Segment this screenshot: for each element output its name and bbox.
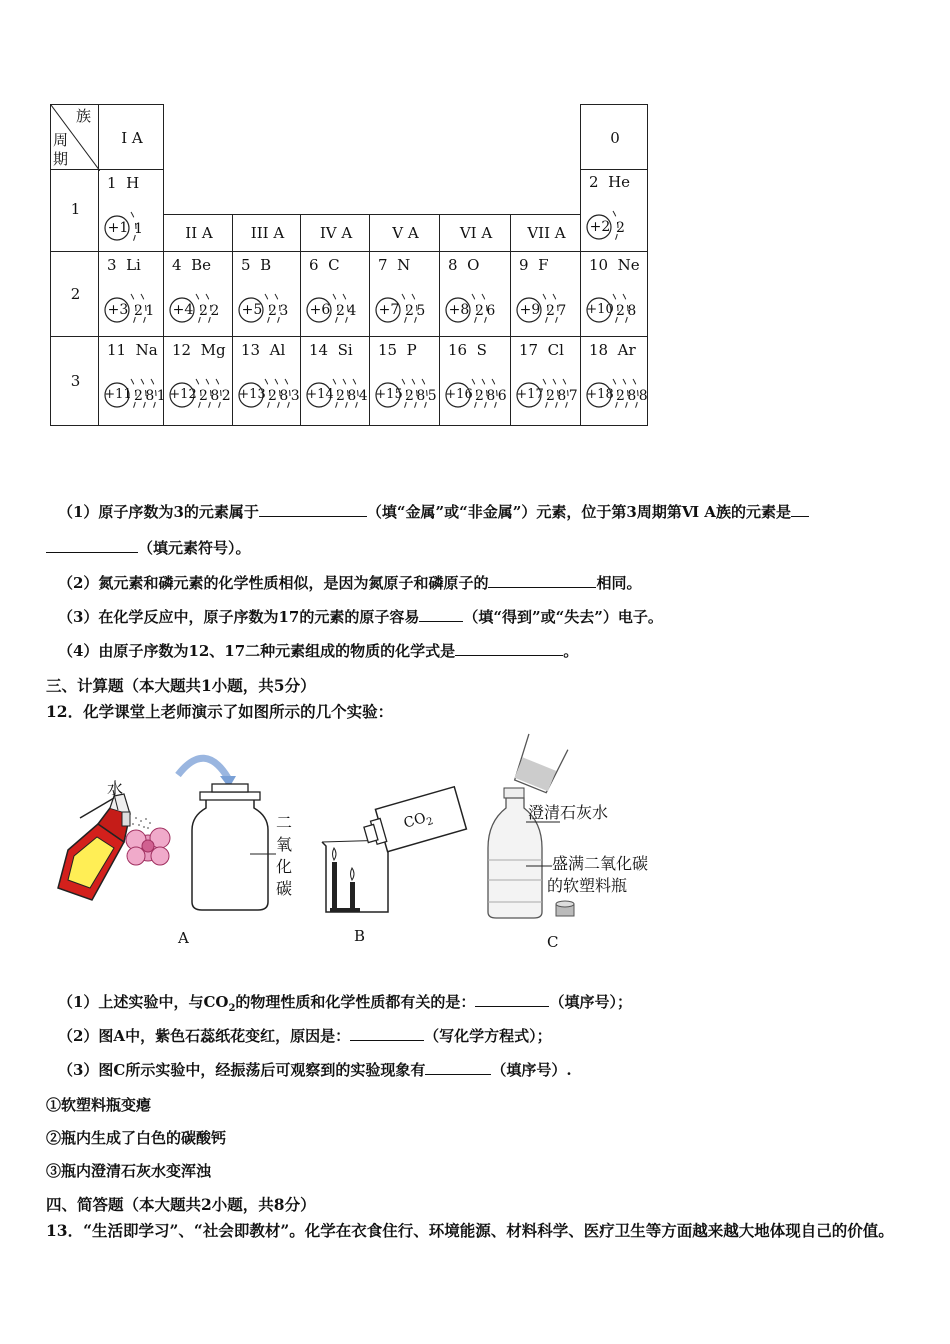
element-symbol: Al xyxy=(269,341,286,359)
q11-p1-blank-1[interactable] xyxy=(259,502,367,517)
section-3-heading: 三、计算题（本大题共1小题，共5分） xyxy=(46,676,316,695)
header-ia-cell xyxy=(98,104,164,170)
corner-cell xyxy=(50,104,99,170)
electron-shells: 2 8 1 xyxy=(134,388,165,404)
group-header-via: VI A xyxy=(459,224,493,242)
nucleus-charge: +4 xyxy=(172,302,194,318)
atomic-number: 1 xyxy=(107,174,117,192)
element-cell-li xyxy=(98,251,164,337)
q12-p3-text-a: （3）图C所示实验中，经振荡后可观察到的实验现象有 xyxy=(58,1061,426,1079)
element-number-symbol xyxy=(378,256,410,274)
electron-shells: 2 2 xyxy=(199,303,219,319)
header-0-cell xyxy=(580,104,648,170)
q12-p3-text-b: （填序号）. xyxy=(491,1061,572,1079)
period-label-3: 3 xyxy=(70,372,81,390)
element-symbol: Ar xyxy=(617,341,636,359)
co2-vertical-label: 二氧化碳 xyxy=(276,813,293,898)
q11-p3-text-b: （填“得到”或“失去”）电子。 xyxy=(463,608,663,626)
atomic-number: 8 xyxy=(448,256,458,274)
q11-p2-blank[interactable] xyxy=(488,573,596,588)
element-cell-si xyxy=(300,336,370,426)
element-symbol: C xyxy=(328,256,340,274)
spacer xyxy=(397,341,407,359)
electron-shells: 2 8 2 xyxy=(199,388,230,404)
electron-shells: 2 xyxy=(616,220,624,236)
element-cell-he xyxy=(580,169,648,252)
atomic-number: 6 xyxy=(309,256,319,274)
electron-shells: 2 8 8 xyxy=(616,388,647,404)
figure-label-c: C xyxy=(547,933,559,951)
element-symbol: H xyxy=(126,174,140,192)
element-symbol: B xyxy=(260,256,272,274)
atomic-number: 11 xyxy=(107,341,127,359)
q11-p3-blank[interactable] xyxy=(419,607,463,622)
q12-p3-blank[interactable] xyxy=(425,1060,491,1075)
q12-p1-blank[interactable] xyxy=(475,992,549,1007)
element-cell-b xyxy=(232,251,301,337)
q13-stem: 13．“生活即学习”、“社会即教材”。化学在衣食住行、环境能源、材料科学、医疗卫生等方面越来越大地体现自己的价值。 xyxy=(46,1221,894,1240)
corner-period-label: 周期 xyxy=(53,131,69,168)
q12-p1-text-c: （填序号）； xyxy=(549,993,632,1011)
element-number-symbol xyxy=(309,256,340,274)
nucleus-charge: +15 xyxy=(375,387,403,402)
period-1-cell xyxy=(50,169,99,252)
electron-shells: 2 5 xyxy=(405,303,425,319)
atomic-number: 15 xyxy=(378,341,398,359)
element-symbol: Na xyxy=(135,341,158,359)
element-symbol: He xyxy=(608,173,631,191)
q12-part3 xyxy=(58,1059,572,1080)
nucleus-charge: +11 xyxy=(104,387,132,402)
limewater-label: 澄清石灰水 xyxy=(528,803,609,822)
nucleus-charge: +3 xyxy=(107,302,129,318)
period-label-1: 1 xyxy=(70,200,81,218)
spacer xyxy=(467,341,477,359)
periodic-table xyxy=(0,0,950,440)
q11-part3 xyxy=(58,606,663,627)
q11-p4-text-a: （4）由原子序数为12、17二种元素组成的物质的化学式是 xyxy=(58,642,456,660)
element-cell-ne xyxy=(580,251,648,337)
q11-p4-blank[interactable] xyxy=(455,641,563,656)
element-cell-p xyxy=(369,336,440,426)
element-number-symbol xyxy=(519,341,564,359)
q11-part1-line1 xyxy=(58,501,809,522)
period-3-cell xyxy=(50,336,99,426)
element-number-symbol xyxy=(589,256,640,274)
nucleus-charge: +18 xyxy=(586,387,614,402)
q11-p1-blank-2b[interactable] xyxy=(46,538,138,553)
element-cell-o xyxy=(439,251,511,337)
group-header-iva: IV A xyxy=(319,224,353,242)
element-symbol: Mg xyxy=(200,341,226,359)
spacer xyxy=(328,341,338,359)
electron-shells: 2 8 7 xyxy=(546,388,577,404)
element-number-symbol xyxy=(309,341,353,359)
figure-label-a: A xyxy=(178,929,189,947)
element-number-symbol xyxy=(241,341,285,359)
electron-shells: 2 6 xyxy=(475,303,495,319)
element-symbol: Be xyxy=(191,256,211,274)
electron-shells: 2 8 5 xyxy=(405,388,436,404)
element-number-symbol xyxy=(172,256,211,274)
q12-p1-text-a: （1）上述实验中，与CO xyxy=(58,993,229,1011)
element-cell-mg xyxy=(163,336,233,426)
q12-option-1: ①软塑料瓶变瘪 xyxy=(46,1096,152,1114)
nucleus-charge: +13 xyxy=(238,387,266,402)
element-symbol: Si xyxy=(337,341,353,359)
nucleus-charge: +16 xyxy=(445,387,473,402)
spacer xyxy=(599,173,609,191)
q12-part2 xyxy=(58,1025,552,1046)
element-number-symbol xyxy=(172,341,226,359)
atomic-number: 14 xyxy=(309,341,329,359)
q11-p1-blank-2a[interactable] xyxy=(791,502,809,517)
electron-shells: 2 8 xyxy=(616,303,636,319)
bottle-label-line1: 盛满二氧化碳 xyxy=(552,854,649,873)
electron-shells: 2 1 xyxy=(134,303,154,319)
group-header-iia: II A xyxy=(185,224,213,242)
atomic-number: 17 xyxy=(519,341,539,359)
element-symbol: Li xyxy=(126,256,141,274)
q12-stem: 12．化学课堂上老师演示了如图所示的几个实验： xyxy=(46,702,394,721)
section-4-heading: 四、简答题（本大题共2小题，共8分） xyxy=(46,1195,316,1214)
nucleus-charge: +12 xyxy=(169,387,197,402)
q11-p1-text-a: （1）原子序数为3的元素属于 xyxy=(58,503,259,521)
q12-option-2: ②瓶内生成了白色的碳酸钙 xyxy=(46,1129,227,1147)
element-symbol: Cl xyxy=(547,341,564,359)
group-header-viia: VII A xyxy=(527,224,566,242)
spacer xyxy=(117,256,127,274)
element-number-symbol xyxy=(241,256,271,274)
spacer xyxy=(126,341,136,359)
spacer xyxy=(538,341,548,359)
spacer xyxy=(191,341,201,359)
element-number-symbol xyxy=(107,256,141,274)
corner-group-label: 族 xyxy=(76,107,92,125)
group-header-va: V A xyxy=(392,224,419,242)
spacer xyxy=(260,341,270,359)
element-symbol: Ne xyxy=(617,256,640,274)
group-header-iiia: III A xyxy=(250,224,285,242)
spacer xyxy=(458,256,468,274)
co2-jar-text: CO xyxy=(401,810,428,832)
q11-p2-text-a: （2）氮元素和磷元素的化学性质相似，是因为氮原子和磷原子的 xyxy=(58,574,489,592)
q11-p2-text-b: 相同。 xyxy=(596,574,642,592)
q12-p2-text-b: （写化学方程式）； xyxy=(424,1027,552,1045)
element-cell-c xyxy=(300,251,370,337)
q11-p1-text-c: （填元素符号）。 xyxy=(138,539,251,557)
nucleus-charge: +1 xyxy=(107,220,129,236)
nucleus-charge: +10 xyxy=(586,302,614,317)
nucleus-charge: +6 xyxy=(309,302,331,318)
element-symbol: N xyxy=(397,256,411,274)
header-va-cell xyxy=(369,214,440,252)
header-iiia-cell xyxy=(232,214,301,252)
element-cell-h xyxy=(98,169,164,252)
spacer xyxy=(529,256,539,274)
element-symbol: S xyxy=(476,341,487,359)
pouring-beaker-icon xyxy=(511,734,568,794)
electron-shells: 2 8 4 xyxy=(336,388,367,404)
header-viia-cell xyxy=(510,214,581,252)
atomic-number: 16 xyxy=(448,341,468,359)
element-cell-n xyxy=(369,251,440,337)
q11-part2 xyxy=(58,572,641,593)
group-header-0: 0 xyxy=(610,129,620,147)
spacer xyxy=(251,256,261,274)
element-number-symbol xyxy=(448,256,479,274)
element-number-symbol xyxy=(378,341,417,359)
atomic-number: 10 xyxy=(589,256,609,274)
water-label: 水 xyxy=(107,779,124,798)
element-number-symbol xyxy=(107,174,139,192)
atomic-number: 7 xyxy=(378,256,388,274)
atomic-number: 12 xyxy=(172,341,192,359)
period-2-cell xyxy=(50,251,99,337)
spacer xyxy=(182,256,192,274)
element-cell-cl xyxy=(510,336,581,426)
group-header-ia: I A xyxy=(121,129,143,147)
q11-p1-text-b: （填“金属”或“非金属”）元素，位于第3周期第Ⅵ A族的元素是 xyxy=(366,503,791,521)
atomic-number: 2 xyxy=(589,173,599,191)
atomic-number: 9 xyxy=(519,256,529,274)
header-via-cell xyxy=(439,214,511,252)
electron-shells: 2 4 xyxy=(336,303,356,319)
electron-shells: 2 3 xyxy=(268,303,288,319)
spacer xyxy=(117,174,127,192)
element-cell-be xyxy=(163,251,233,337)
nucleus-charge: +7 xyxy=(378,302,400,318)
atomic-number: 3 xyxy=(107,256,117,274)
nucleus-charge: +17 xyxy=(516,387,544,402)
period-label-2: 2 xyxy=(70,285,81,303)
header-iva-cell xyxy=(300,214,370,252)
figure-label-b: B xyxy=(354,927,366,945)
element-number-symbol xyxy=(589,173,630,191)
spacer xyxy=(608,341,618,359)
nucleus-charge: +9 xyxy=(519,302,541,318)
experiment-figure xyxy=(40,730,680,960)
atomic-number: 18 xyxy=(589,341,609,359)
nucleus-charge: +2 xyxy=(589,219,611,235)
element-symbol: O xyxy=(467,256,480,274)
spacer xyxy=(388,256,398,274)
spacer xyxy=(319,256,329,274)
header-iia-cell xyxy=(163,214,233,252)
electron-shells: 2 8 3 xyxy=(268,388,299,404)
electron-shells: 1 xyxy=(134,221,142,237)
element-cell-al xyxy=(232,336,301,426)
nucleus-charge: +14 xyxy=(306,387,334,402)
electron-shells: 2 7 xyxy=(546,303,566,319)
element-cell-ar xyxy=(580,336,648,426)
element-cell-f xyxy=(510,251,581,337)
nucleus-charge: +5 xyxy=(241,302,263,318)
q11-part1-line2 xyxy=(46,537,251,558)
litmus-flower-icon xyxy=(126,828,170,865)
nucleus-charge: +8 xyxy=(448,302,470,318)
atomic-number: 13 xyxy=(241,341,261,359)
q12-p1-text-b: 的物理性质和化学性质都有关的是： xyxy=(235,993,476,1011)
element-cell-s xyxy=(439,336,511,426)
spacer xyxy=(608,256,618,274)
q12-option-3: ③瓶内澄清石灰水变浑浊 xyxy=(46,1162,212,1180)
co2-jar-subscript: 2 xyxy=(425,815,435,829)
q11-p3-text-a: （3）在化学反应中，原子序数为17的元素的原子容易 xyxy=(58,608,420,626)
element-number-symbol xyxy=(589,341,636,359)
q11-part4 xyxy=(58,640,578,661)
gas-jar-icon xyxy=(192,784,276,910)
element-symbol: F xyxy=(538,256,549,274)
bottle-label-line2: 的软塑料瓶 xyxy=(547,876,628,895)
q12-p1-subscript: 2 xyxy=(228,1003,236,1014)
curved-arrow-icon xyxy=(178,758,228,778)
candles-icon xyxy=(330,848,360,912)
bottle-cap-icon xyxy=(556,901,574,916)
element-cell-na xyxy=(98,336,164,426)
element-number-symbol xyxy=(448,341,487,359)
q12-p2-text-a: （2）图A中，紫色石蕊纸花变红，原因是： xyxy=(58,1027,351,1045)
q12-p2-blank[interactable] xyxy=(350,1026,424,1041)
element-number-symbol xyxy=(107,341,158,359)
q11-p4-text-b: 。 xyxy=(563,642,579,660)
q12-part1 xyxy=(58,991,632,1014)
element-number-symbol xyxy=(519,256,549,274)
element-symbol: P xyxy=(406,341,417,359)
electron-shells: 2 8 6 xyxy=(475,388,506,404)
atomic-number: 5 xyxy=(241,256,251,274)
atomic-number: 4 xyxy=(172,256,182,274)
